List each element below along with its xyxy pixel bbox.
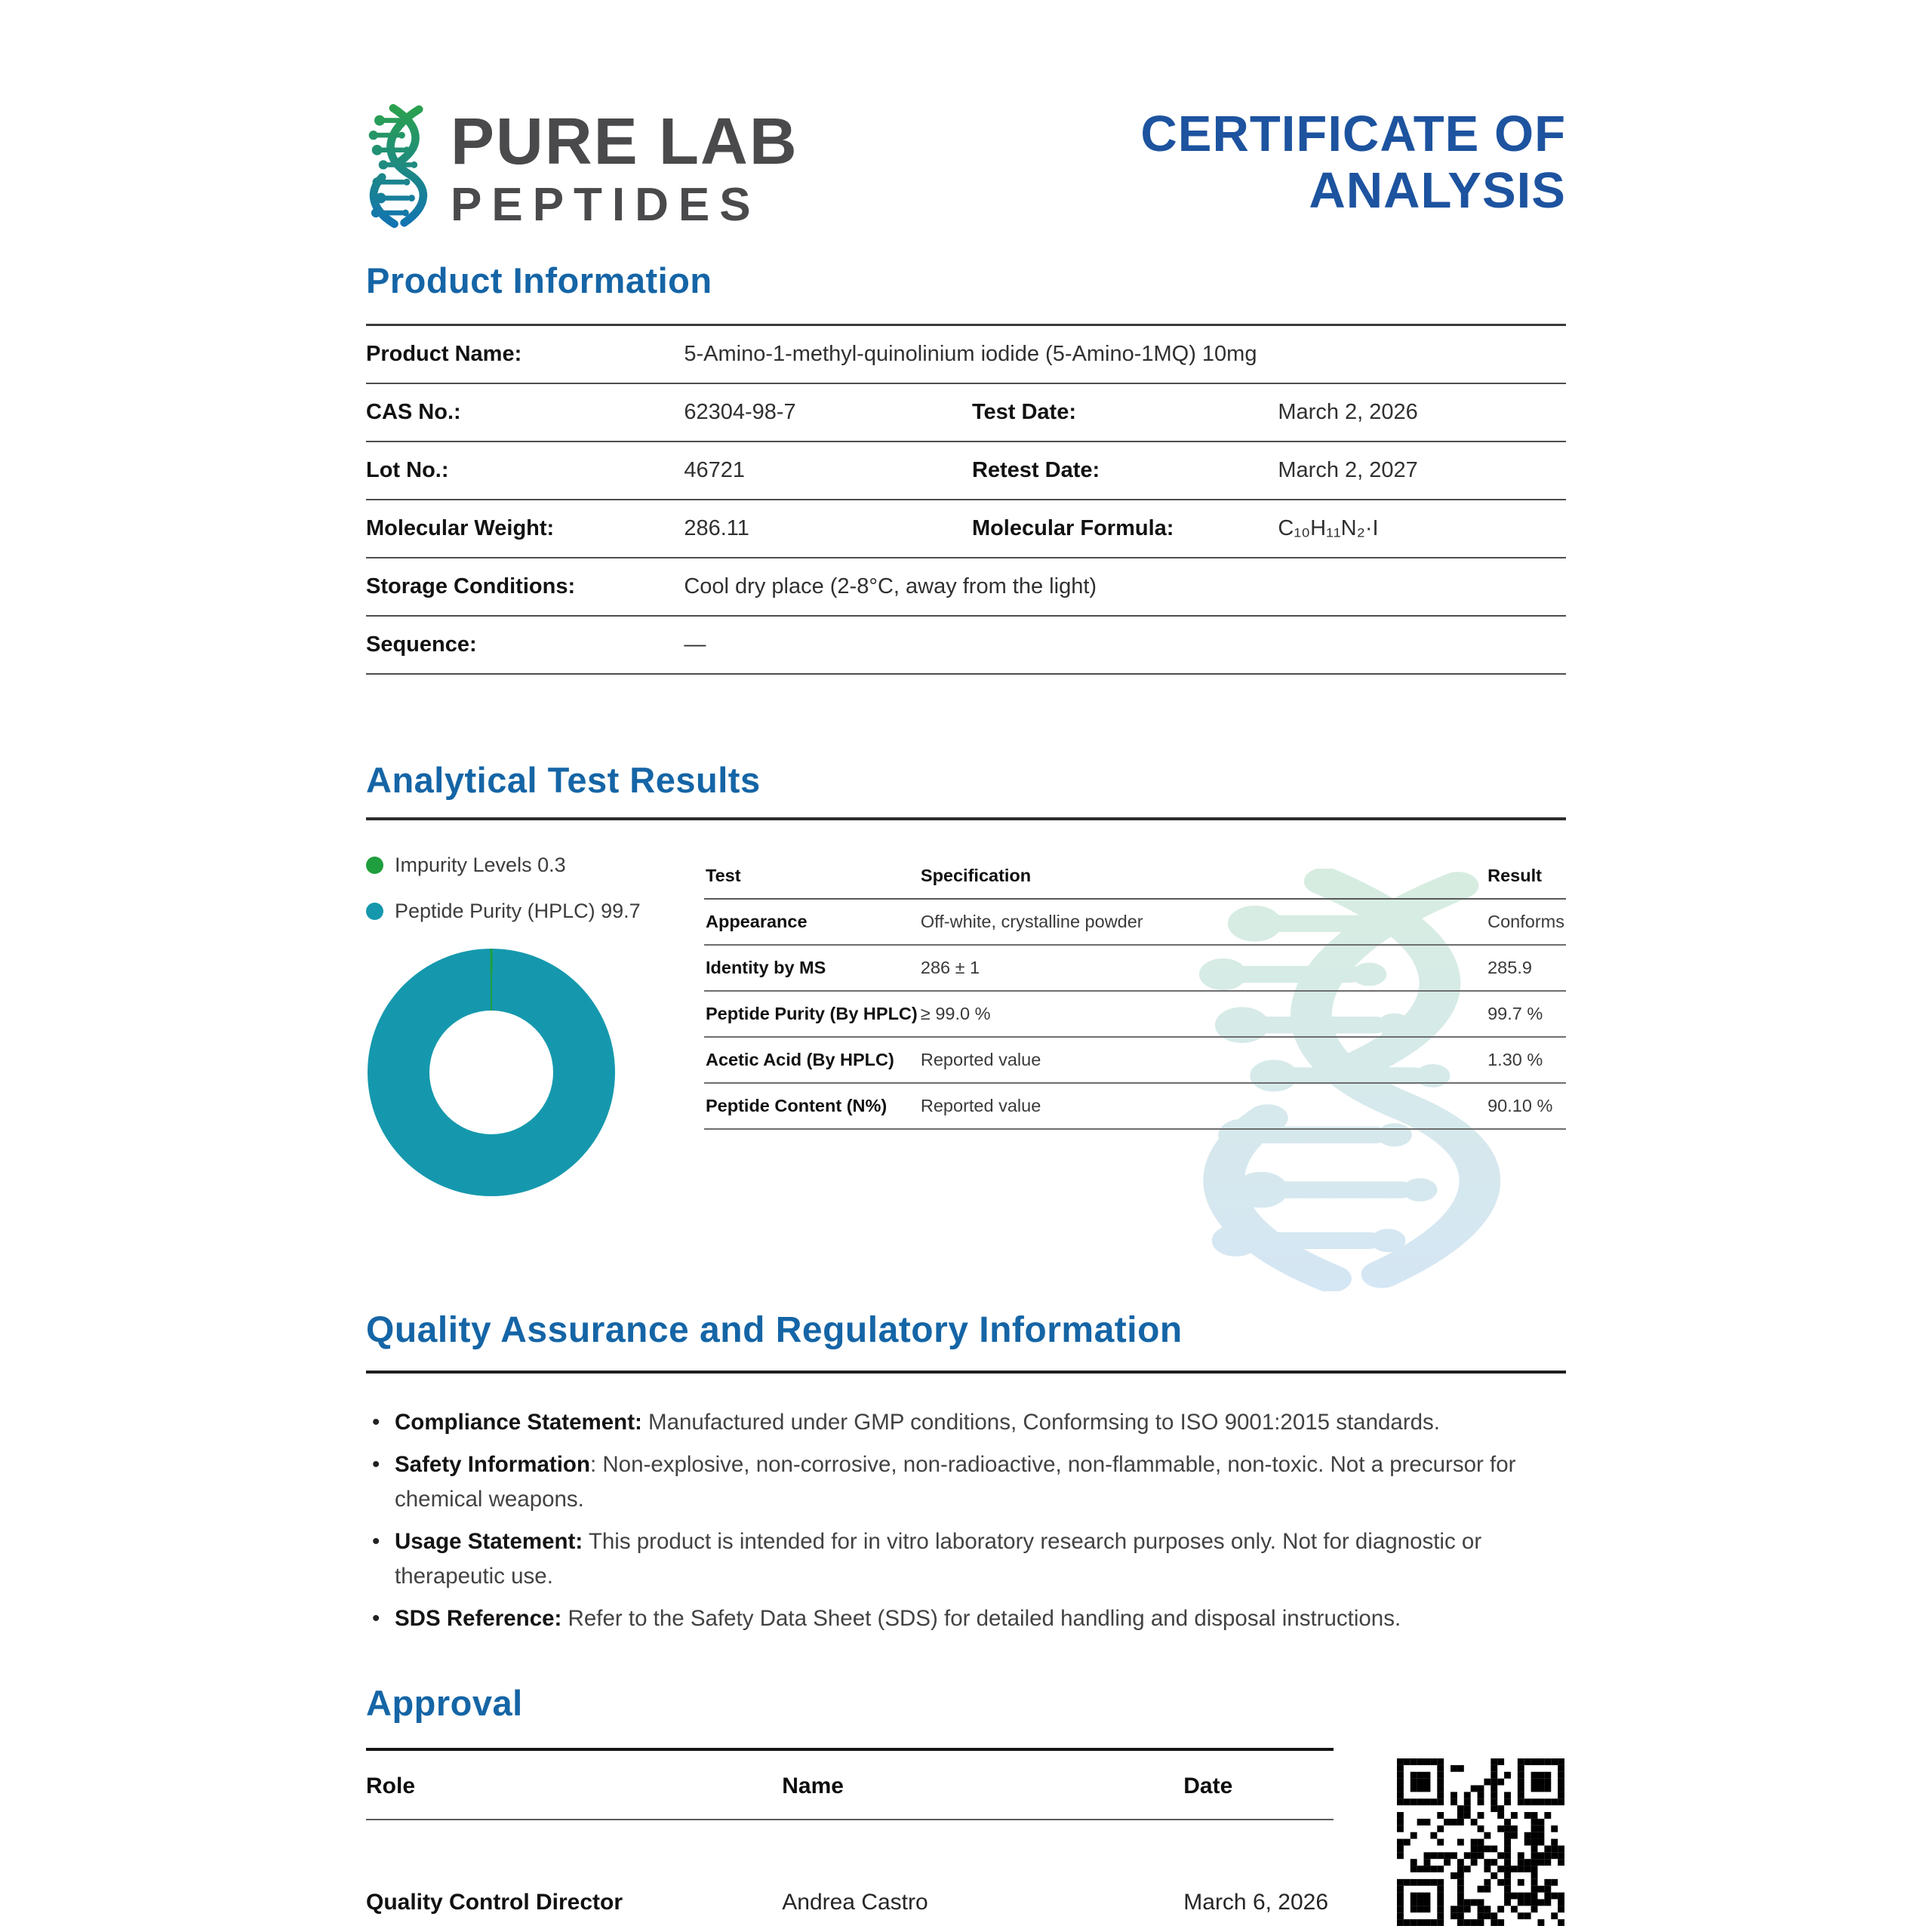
- test-result: Conforms: [1486, 899, 1566, 945]
- retest-date-value: March 2, 2027: [1278, 441, 1566, 500]
- table-row: [366, 441, 1566, 500]
- document-title-line2: ANALYSIS: [1309, 162, 1566, 220]
- role-column-header: Role: [366, 1749, 782, 1820]
- approval-heading: Approval: [366, 1682, 523, 1723]
- purity-legend-label: Peptide Purity (HPLC) 99.7: [395, 900, 641, 922]
- test-name: Peptide Purity (By HPLC): [704, 991, 919, 1037]
- brand-name-line2: PEPTIDES: [451, 179, 761, 231]
- analytical-test-results-heading: Analytical Test Results: [366, 760, 761, 800]
- cas-no-value: 62304-98-7: [684, 383, 972, 441]
- table-row: [366, 558, 1566, 616]
- product-information-table: [366, 324, 1566, 675]
- approval-table: [366, 1748, 1334, 1932]
- lot-no-value: 46721: [684, 441, 972, 500]
- purity-chart-column: [366, 854, 662, 1196]
- table-row: [366, 325, 1566, 384]
- test-date-label: Test Date:: [972, 383, 1278, 441]
- table-row: [704, 899, 1566, 945]
- document-title: [1140, 106, 1566, 219]
- test-specification: 286 ± 1: [919, 945, 1486, 991]
- usage-statement-text: This product is intended for in vitro laboratory research purposes only. Not for diagnostic or therapeutic use.: [395, 1528, 1482, 1589]
- qa-statement-list: [366, 1405, 1566, 1637]
- result-column-header: Result: [1486, 854, 1566, 899]
- document-content: [366, 0, 1566, 1932]
- dna-helix-logo-icon: [366, 101, 440, 231]
- donut-hole: [429, 1011, 553, 1134]
- purity-donut-chart: [368, 949, 615, 1196]
- test-specification: Off-white, crystalline powder: [919, 899, 1486, 945]
- qr-code: [1397, 1758, 1564, 1926]
- test-specification: Reported value: [919, 1037, 1486, 1083]
- compliance-statement-text: Manufactured under GMP conditions, Conformsing to ISO 9001:2015 standards.: [641, 1410, 1440, 1435]
- impurity-legend-dot-icon: [366, 857, 383, 874]
- cas-no-label: CAS No.:: [366, 383, 684, 441]
- storage-conditions-value: Cool dry place (2-8°C, away from the light): [684, 558, 1566, 616]
- table-header-row: [366, 1749, 1334, 1820]
- safety-information-item: [366, 1447, 1566, 1518]
- test-name: Peptide Content (N%): [704, 1083, 919, 1129]
- safety-information-label: Safety Information: [395, 1451, 590, 1477]
- brand-name: [451, 105, 798, 231]
- safety-information-text: : Non-explosive, non-corrosive, non-radioactive, non-flammable, non-toxic. Not a precursor for chemical weapons.: [395, 1451, 1516, 1512]
- sequence-label: Sequence:: [366, 616, 684, 674]
- document-title-line1: CERTIFICATE OF: [1140, 106, 1566, 162]
- table-row: [366, 616, 1566, 674]
- compliance-statement-item: [366, 1405, 1566, 1441]
- usage-statement-item: [366, 1524, 1566, 1595]
- analytical-body: [366, 854, 1566, 1196]
- test-name: Acetic Acid (By HPLC): [704, 1037, 919, 1083]
- test-result: 1.30 %: [1486, 1037, 1566, 1083]
- test-name: Appearance: [704, 899, 919, 945]
- test-results-table: [704, 854, 1566, 1130]
- brand-name-line1: PURE LAB: [451, 105, 798, 178]
- molecular-formula-label: Molecular Formula:: [972, 500, 1278, 558]
- molecular-formula-value: C₁₀H₁₁N₂·I: [1278, 500, 1566, 558]
- date-column-header: Date: [1183, 1749, 1334, 1820]
- approver-name: Andrea Castro: [782, 1820, 1183, 1932]
- table-row: [704, 1083, 1566, 1129]
- approver-role: Quality Control Director: [366, 1820, 782, 1932]
- sds-reference-label: SDS Reference:: [395, 1606, 562, 1632]
- storage-conditions-label: Storage Conditions:: [366, 558, 684, 616]
- document-header: [366, 0, 1566, 231]
- section-divider: [366, 1371, 1566, 1374]
- approval-row: [366, 1748, 1566, 1932]
- purity-legend-dot-icon: [366, 903, 383, 920]
- name-column-header: Name: [782, 1749, 1183, 1820]
- usage-statement-label: Usage Statement:: [395, 1528, 583, 1554]
- table-row: [366, 383, 1566, 441]
- test-date-value: March 2, 2026: [1278, 383, 1566, 441]
- table-row: [366, 1820, 1334, 1932]
- specification-column-header: Specification: [919, 854, 1486, 899]
- table-row: [704, 945, 1566, 991]
- table-row: [366, 500, 1566, 558]
- product-name-value: 5-Amino-1-methyl-quinolinium iodide (5-Amino-1MQ) 10mg: [684, 325, 1566, 384]
- test-column-header: Test: [704, 854, 919, 899]
- table-row: [704, 991, 1566, 1037]
- legend-item-impurity: [366, 854, 662, 877]
- molecular-weight-label: Molecular Weight:: [366, 500, 684, 558]
- product-information-heading: Product Information: [366, 260, 712, 300]
- test-name: Identity by MS: [704, 945, 919, 991]
- molecular-weight-value: 286.11: [684, 500, 972, 558]
- test-result: 99.7 %: [1486, 991, 1566, 1037]
- sds-reference-text: Refer to the Safety Data Sheet (SDS) for detailed handling and disposal instructions.: [561, 1606, 1401, 1632]
- test-result: 90.10 %: [1486, 1083, 1566, 1129]
- test-specification: ≥ 99.0 %: [919, 991, 1486, 1037]
- retest-date-label: Retest Date:: [972, 441, 1278, 500]
- sequence-value: —: [684, 616, 1566, 674]
- lot-no-label: Lot No.:: [366, 441, 684, 500]
- compliance-statement-label: Compliance Statement:: [395, 1410, 642, 1435]
- table-row: [704, 1037, 1566, 1083]
- sds-reference-item: [366, 1601, 1566, 1637]
- test-results-table-wrap: [704, 854, 1566, 1196]
- section-divider: [366, 817, 1566, 820]
- brand-logo: [366, 101, 798, 231]
- legend-item-purity: [366, 900, 662, 923]
- test-specification: Reported value: [919, 1083, 1486, 1129]
- table-header-row: [704, 854, 1566, 899]
- product-name-label: Product Name:: [366, 325, 684, 384]
- impurity-legend-label: Impurity Levels 0.3: [395, 854, 566, 876]
- approval-date: March 6, 2026: [1183, 1820, 1334, 1932]
- test-result: 285.9: [1486, 945, 1566, 991]
- quality-assurance-heading: Quality Assurance and Regulatory Information: [366, 1310, 1183, 1350]
